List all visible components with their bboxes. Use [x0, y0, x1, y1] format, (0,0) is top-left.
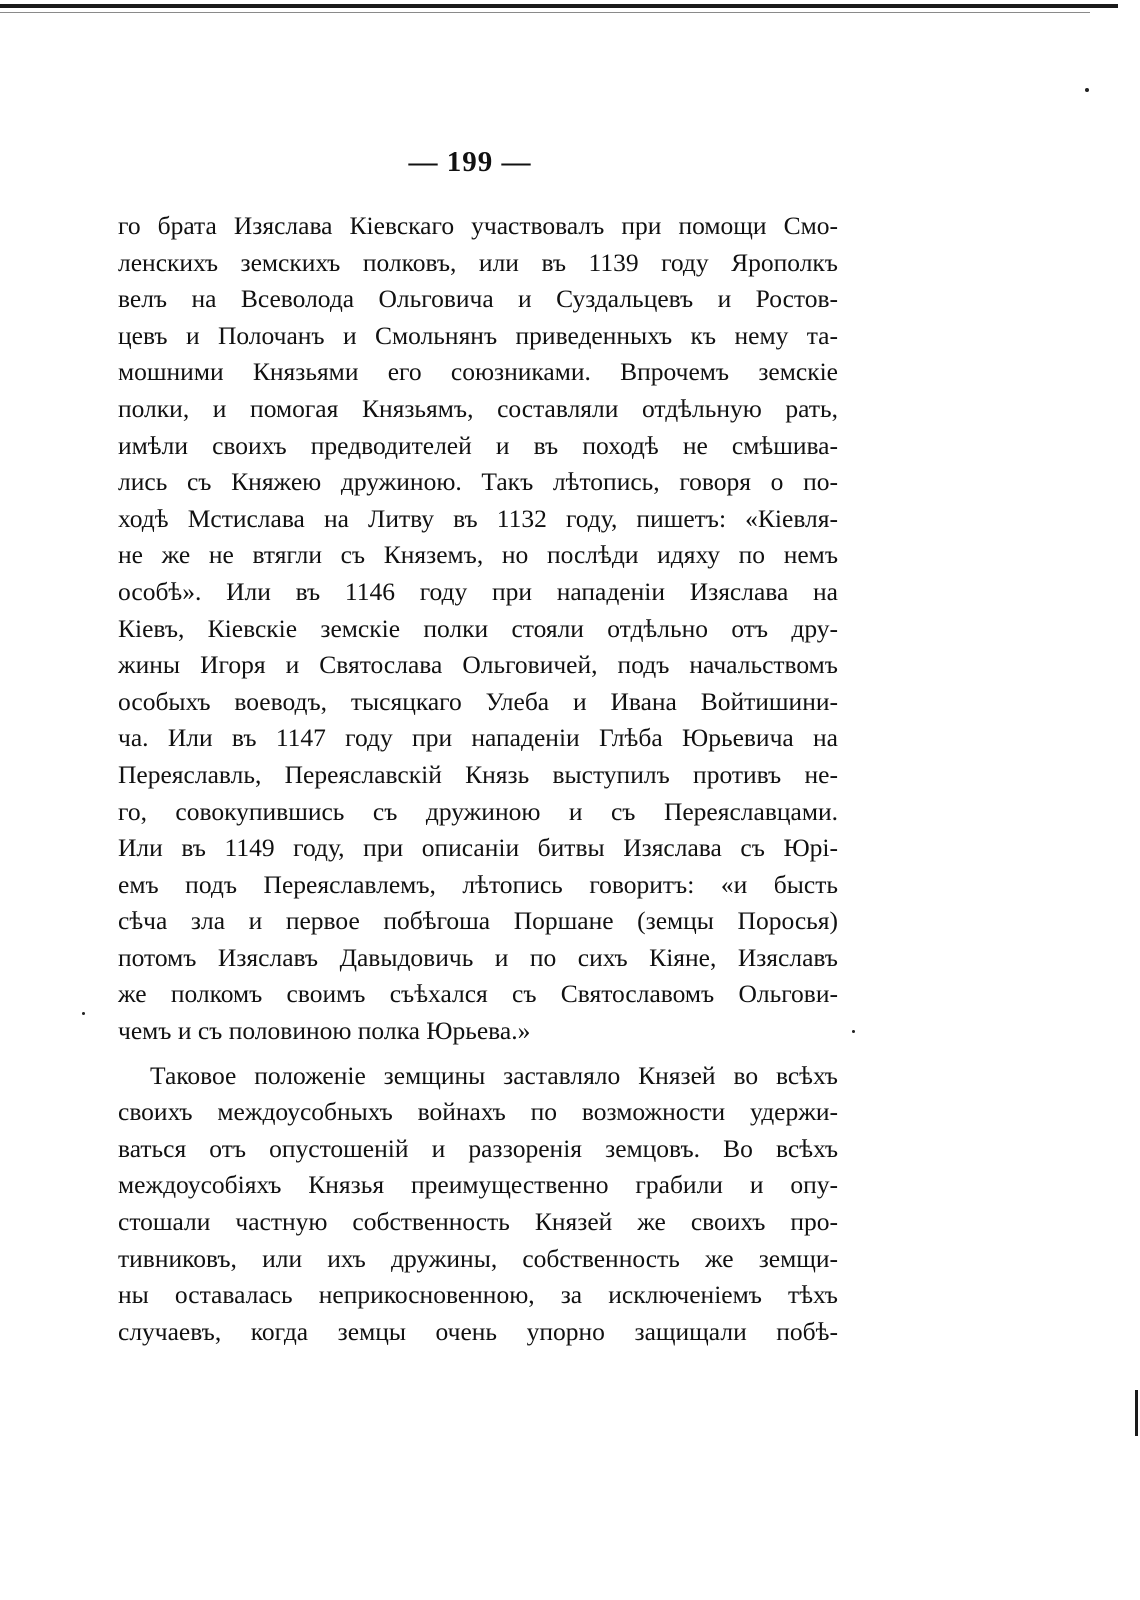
page-number: — 199 — — [408, 146, 532, 178]
text-line: случаевъ, когда земцы очень упорно защищали побѣ- — [118, 1316, 838, 1346]
text-line: тивниковъ, или ихъ дружины, собственность же земщи- — [118, 1243, 838, 1273]
text-line: емъ подъ Переяславлемъ, лѣтопись говоритъ: «и бысть — [118, 869, 838, 899]
text-line: сѣча зла и первое побѣгоша Поршане (земцы Поросья) — [118, 906, 838, 936]
text-line: Кіевъ, Кіевскіе земскіе полки стояли отдѣльно отъ дру- — [118, 613, 838, 643]
scan-speck — [852, 1030, 855, 1033]
text-line: междоусобіяхъ Князья преимущественно грабили и опу- — [118, 1170, 838, 1200]
text-line: не же не втягли съ Княземъ, но послѣди идяху по немъ — [118, 540, 838, 570]
text-line: особѣ». Или въ 1146 году при нападеніи Изяслава на — [118, 576, 838, 606]
text-line: го, совокупившись съ дружиною и съ Переяславцами. — [118, 796, 838, 826]
text-line: Переяславль, Переяславскій Князь выступилъ противъ не- — [118, 759, 838, 789]
text-line: чемъ и съ половиною полка Юрьева.» — [118, 1016, 531, 1046]
text-line: цевъ и Полочанъ и Смольнянъ приведенныхъ къ нему та- — [118, 320, 838, 350]
text-line: своихъ междоусобныхъ войнахъ по возможности удержи- — [118, 1097, 838, 1127]
text-line: имѣли своихъ предводителей и въ походѣ не смѣшива- — [118, 430, 838, 460]
scan-top-edge-rule — [0, 4, 1118, 8]
text-line: ходѣ Мстислава на Литву въ 1132 году, пишетъ: «Кіевля- — [118, 503, 838, 533]
text-line: ваться отъ опустошеній и раззоренія земцовъ. Во всѣхъ — [118, 1133, 838, 1163]
text-line: мошними Князьями его союзниками. Впрочемъ земскіе — [118, 357, 838, 387]
scan-top-edge-fine-rule — [0, 12, 1090, 13]
text-line: го брата Изяслава Кіевскаго участвовалъ при помощи Смо- — [118, 211, 838, 240]
text-line: стошали частную собственность Князей же своихъ про- — [118, 1207, 838, 1237]
text-line: Таковое положеніе земщины заставляло Князей во всѣхъ — [150, 1060, 838, 1090]
scan-right-edge-mark — [1135, 1390, 1138, 1436]
text-line: жины Игоря и Святослава Ольговичей, подъ начальствомъ — [118, 650, 838, 680]
scan-speck — [1085, 88, 1089, 92]
text-line: же полкомъ своимъ съѣхался съ Святославомъ Ольгови- — [118, 979, 838, 1009]
paragraph-gap — [118, 1050, 838, 1058]
paragraph-2 — [118, 1058, 838, 1351]
text-line: ленскихъ земскихъ полковъ, или въ 1139 году Ярополкъ — [118, 247, 838, 277]
text-line: потомъ Изяславъ Давыдовичь и по сихъ Кіяне, Изяславъ — [118, 942, 838, 972]
text-line: полки, и помогая Князьямъ, составляли отдѣльную рать, — [118, 393, 838, 423]
paragraph-1 — [118, 208, 838, 1050]
text-line: ча. Или въ 1147 году при нападеніи Глѣба Юрьевича на — [118, 723, 838, 753]
text-line: ны оставалась неприкосновенною, за исключеніемъ тѣхъ — [118, 1280, 838, 1310]
text-line: особыхъ воеводъ, тысяцкаго Улеба и Ивана Войтишини- — [118, 686, 838, 716]
scan-speck — [82, 1012, 85, 1015]
text-line: велъ на Всеволода Ольговича и Суздальцевъ и Ростов- — [118, 284, 838, 314]
text-line: Или въ 1149 году, при описаніи битвы Изяслава съ Юрі- — [118, 833, 838, 863]
text-line: лись съ Княжею дружиною. Такъ лѣтопись, говоря о по- — [118, 467, 838, 497]
body-text — [118, 208, 838, 1350]
